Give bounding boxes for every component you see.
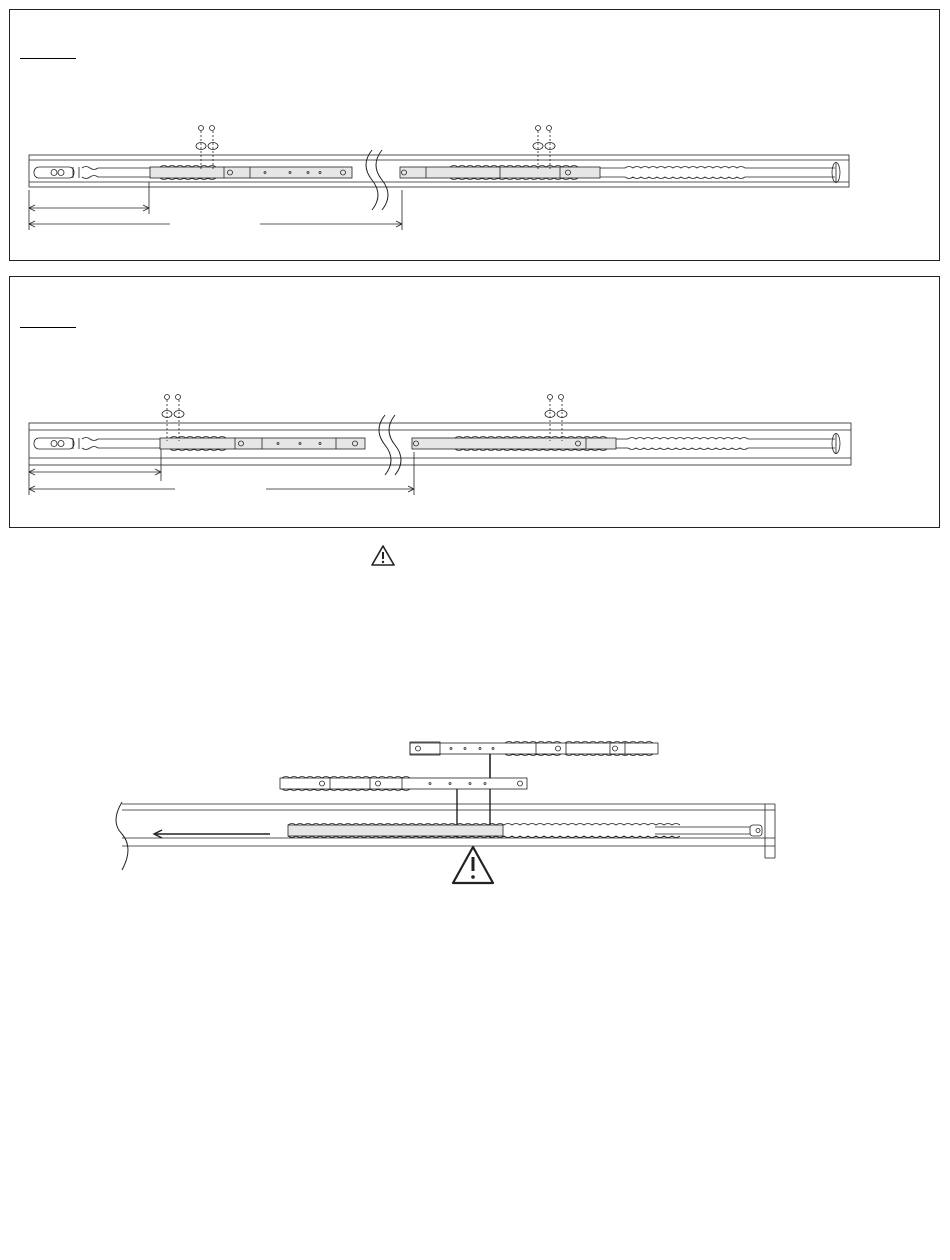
belt-left <box>82 438 160 450</box>
warning-icon <box>453 847 493 883</box>
rail-section <box>116 802 775 870</box>
rail-assembly-diagram <box>10 277 941 529</box>
chain-piece-upper <box>410 742 658 756</box>
dimension-lines <box>29 449 414 495</box>
dimension-lines <box>29 182 402 230</box>
rail-assembly-diagram <box>10 10 941 262</box>
chain-segment-left <box>150 167 352 178</box>
chain-segment-right <box>412 438 616 449</box>
chain-engagement-diagram <box>100 730 790 890</box>
screw-icon <box>162 395 184 442</box>
belt-left <box>82 167 150 179</box>
chain-segment-left <box>160 438 365 449</box>
belt-right <box>628 438 748 450</box>
rail-end-left <box>34 167 74 178</box>
rail-end-left <box>34 438 74 449</box>
diagram-panel-bottom <box>9 276 940 528</box>
belt-right <box>625 167 745 179</box>
screw-icon <box>545 395 567 442</box>
arrow-left-icon <box>154 830 270 838</box>
screw-icon <box>196 126 218 171</box>
diagram-panel-top <box>9 9 940 261</box>
chain-piece-lower <box>280 777 527 791</box>
warning-icon <box>370 544 396 568</box>
screw-icon <box>533 126 555 171</box>
